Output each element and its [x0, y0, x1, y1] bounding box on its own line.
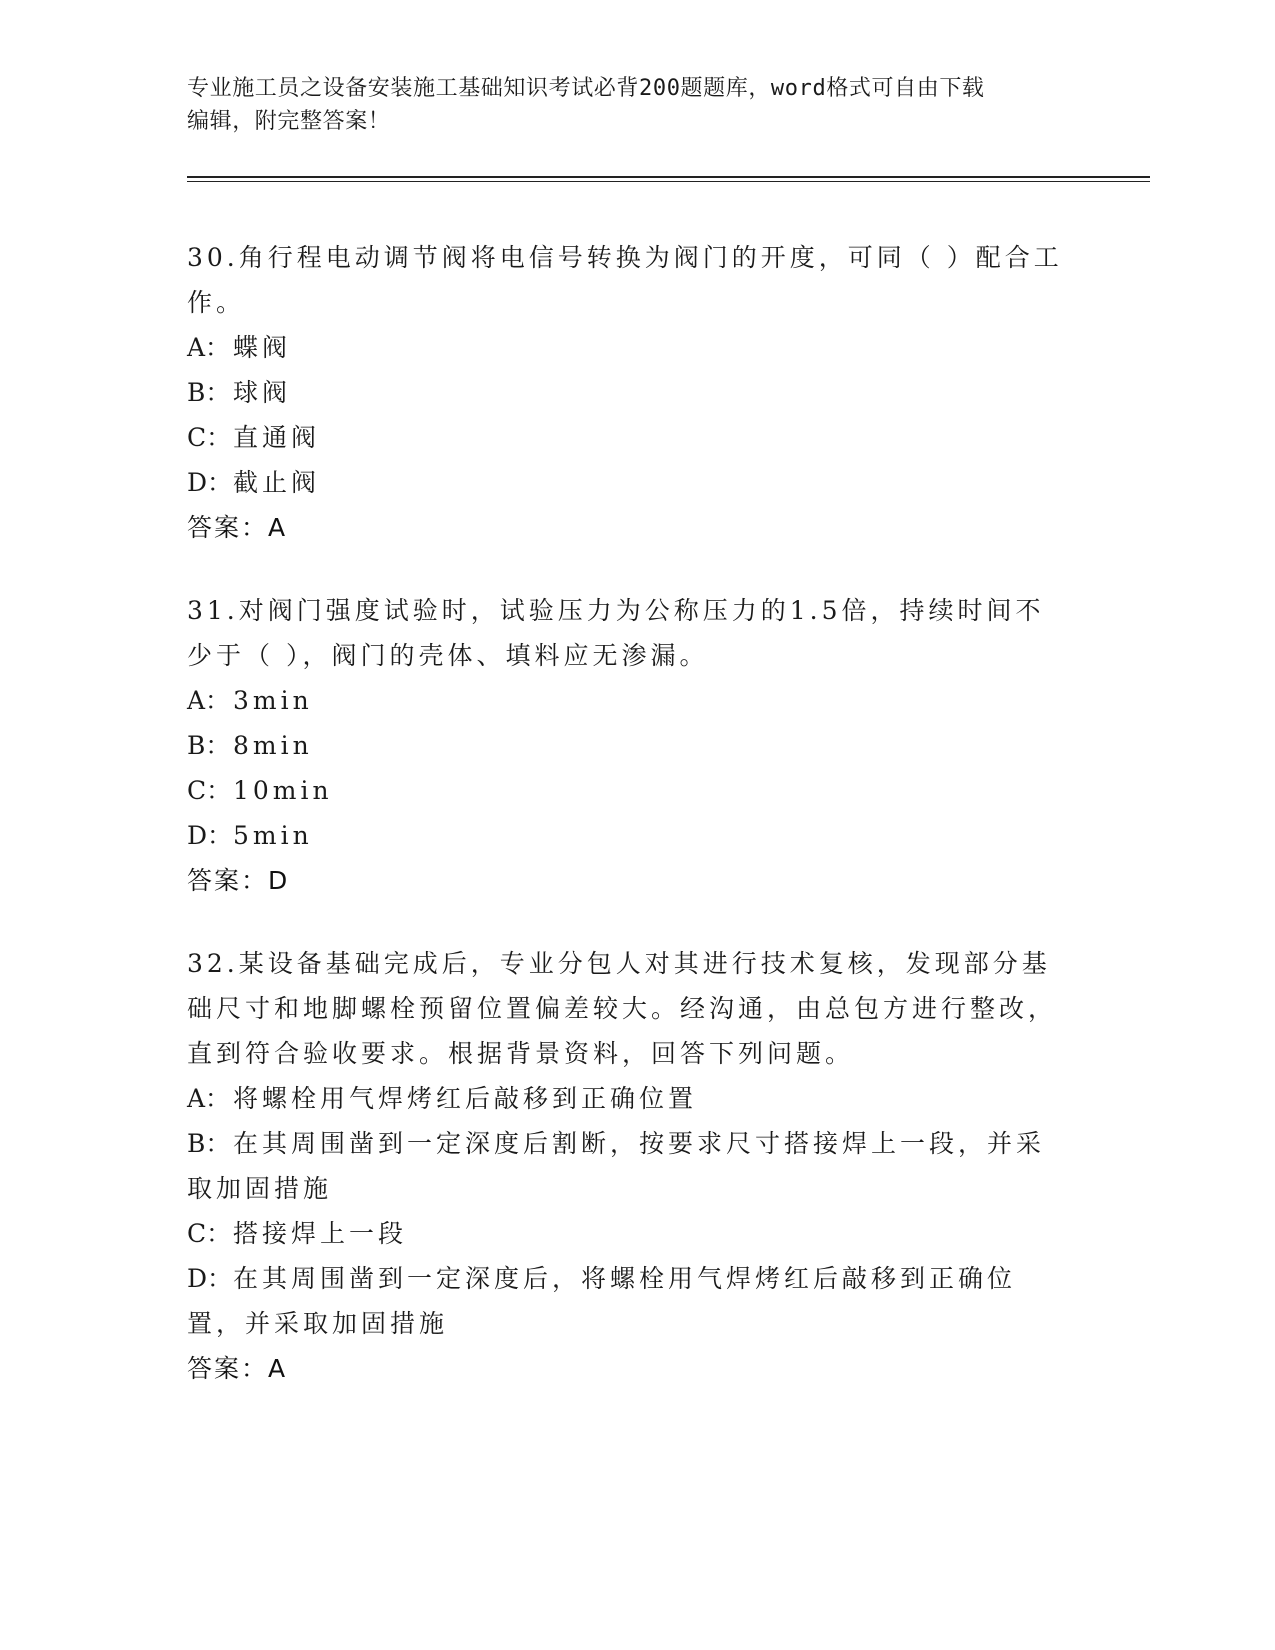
option-key: C： — [187, 776, 232, 805]
option-b — [187, 1121, 1067, 1211]
header-title-line-1: 专业施工员之设备安装施工基础知识考试必背200题题库，word格式可自由下载 — [187, 76, 985, 101]
question-stem: 30.角行程电动调节阀将电信号转换为阀门的开度，可同（ ）配合工作。 — [187, 243, 1063, 317]
option-text: 将螺栓用气焊烤红后敲移到正确位置 — [233, 1084, 698, 1113]
option-a — [187, 325, 1067, 370]
option-key: A： — [187, 333, 231, 362]
option-text: 蝶阀 — [233, 333, 292, 362]
option-key: C： — [187, 1219, 232, 1248]
option-text: 球阀 — [233, 378, 292, 407]
option-text: 在其周围凿到一定深度后割断，按要求尺寸搭接焊上一段，并采取加固措施 — [187, 1129, 1046, 1203]
question-stem: 31.对阀门强度试验时，试验压力为公称压力的1.5倍，持续时间不少于（ ），阀门的壳体、填料应无渗漏。 — [187, 596, 1045, 670]
option-c — [187, 415, 1067, 460]
option-text: 在其周围凿到一定深度后，将螺栓用气焊烤红后敲移到正确位置，并采取加固措施 — [187, 1264, 1017, 1338]
option-a — [187, 678, 1067, 723]
option-key: A： — [187, 1084, 231, 1113]
option-key: C： — [187, 423, 232, 452]
option-text: 8min — [233, 731, 313, 760]
option-text: 直通阀 — [233, 423, 321, 452]
option-a — [187, 1076, 1067, 1121]
question-31 — [187, 588, 1067, 903]
option-key: D： — [187, 1264, 233, 1293]
option-c — [187, 1211, 1067, 1256]
answer-line: 答案：A — [187, 513, 288, 542]
option-key: B： — [187, 731, 231, 760]
option-key: B： — [187, 378, 231, 407]
option-text: 5min — [233, 821, 313, 850]
option-key: B： — [187, 1129, 231, 1158]
option-key: D： — [187, 468, 233, 497]
question-30 — [187, 235, 1067, 550]
document-header — [187, 72, 1087, 138]
question-stem: 32.某设备基础完成后，专业分包人对其进行技术复核，发现部分基础尺寸和地脚螺栓预留位置偏差较大。经沟通，由总包方进行整改，直到符合验收要求。根据背景资料，回答下列问题。 — [187, 949, 1058, 1068]
option-key: D： — [187, 821, 233, 850]
answer-line: 答案：D — [187, 866, 290, 895]
answer-line: 答案：A — [187, 1354, 288, 1383]
option-key: A： — [187, 686, 231, 715]
question-list — [187, 235, 1067, 1429]
option-d — [187, 460, 1067, 505]
option-c — [187, 768, 1067, 813]
option-b — [187, 370, 1067, 415]
option-text: 3min — [233, 686, 313, 715]
header-divider — [187, 176, 1150, 182]
option-b — [187, 723, 1067, 768]
question-32 — [187, 941, 1067, 1391]
option-text: 截止阀 — [233, 468, 321, 497]
option-text: 10min — [233, 776, 333, 805]
option-d — [187, 1256, 1067, 1346]
option-text: 搭接焊上一段 — [233, 1219, 408, 1248]
option-d — [187, 813, 1067, 858]
header-title-line-2: 编辑，附完整答案！ — [187, 109, 391, 134]
